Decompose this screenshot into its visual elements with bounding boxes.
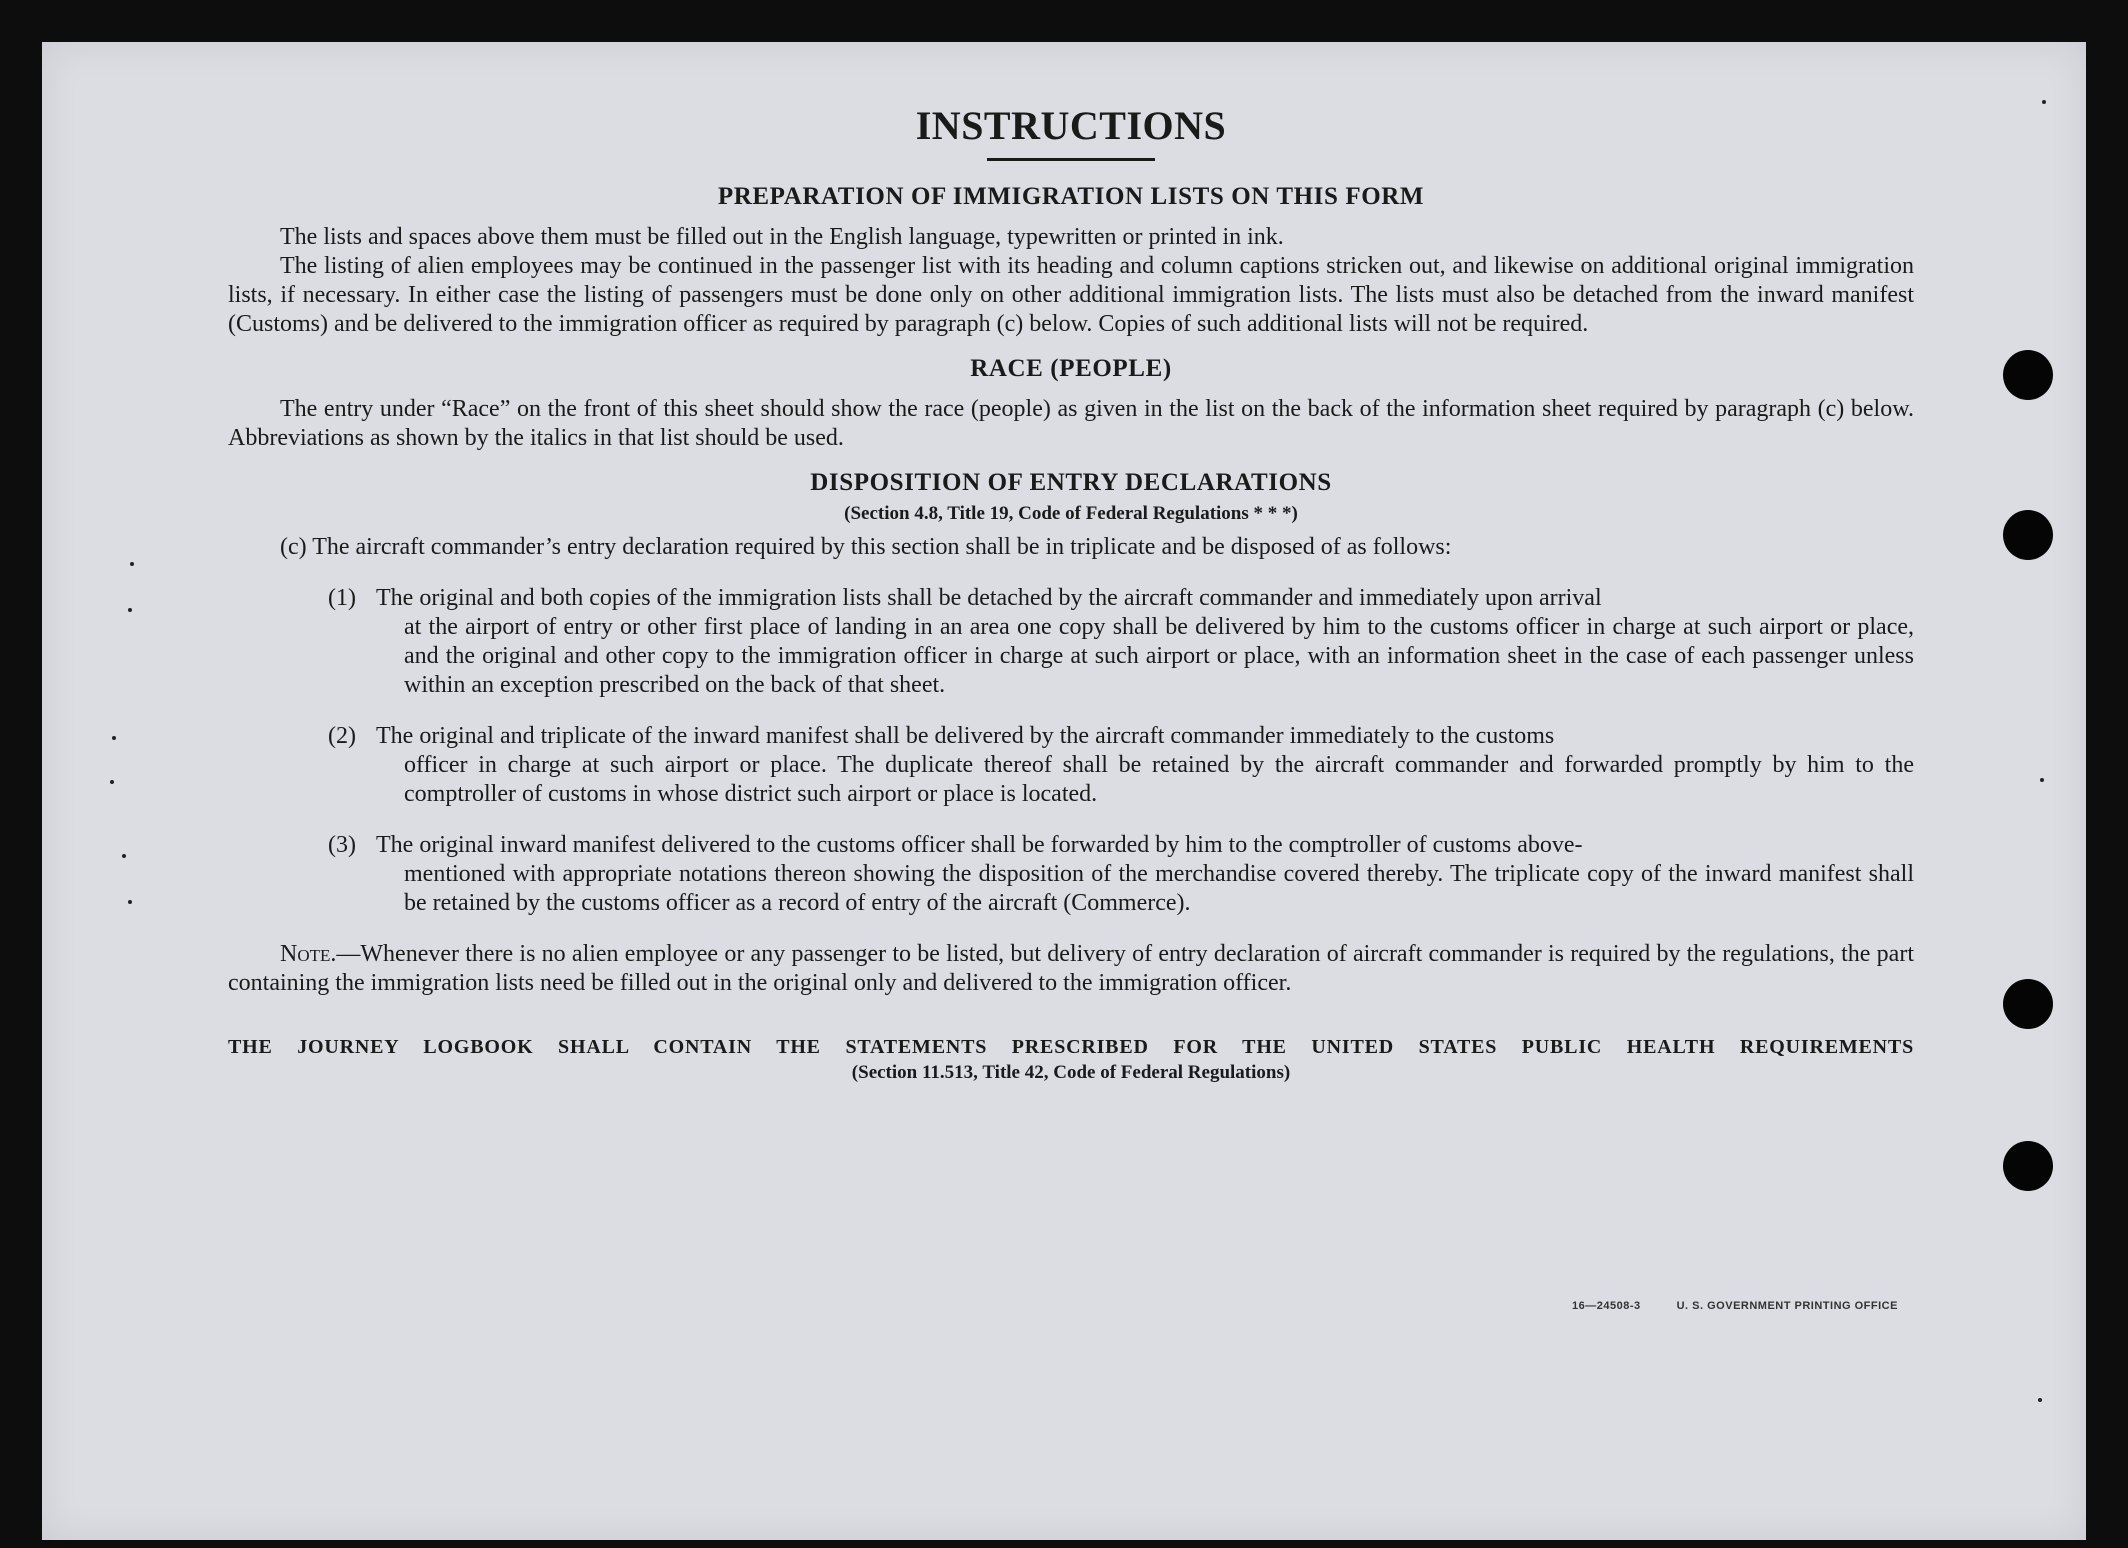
punch-hole [2003, 1141, 2053, 1191]
note-text: —Whenever there is no alien employee or any passenger to be listed, but delivery of entry declaration of aircraft commander is required by the regulations, the part containing the immigration lists need be filled out in the original only and delivered to the immigration officer. [228, 941, 1914, 996]
health-requirements-subline: (Section 11.513, Title 42, Code of Federal Regulations) [851, 1062, 1291, 1083]
health-requirements-line: THE JOURNEY LOGBOOK SHALL CONTAIN THE STATEMENTS PRESCRIBED FOR THE UNITED STATES PUBLIC HEALTH REQUIREMENTS [228, 1036, 1914, 1058]
disposition-heading: DISPOSITION OF ENTRY DECLARATIONS [810, 469, 1332, 496]
clause-text: The aircraft commander’s entry declaration required by this section shall be in triplicate and be disposed of as follows: [312, 534, 1452, 560]
printer-name: U. S. GOVERNMENT PRINTING OFFICE [1676, 1300, 1898, 1312]
clause-c [228, 533, 1914, 562]
item-number: (3) [328, 832, 356, 858]
item-text-first: The original and both copies of the immigration lists shall be detached by the aircraft commander and immediately upon arrival [376, 585, 1602, 611]
speck [110, 780, 114, 784]
clause-label: (c) [280, 534, 307, 560]
item-text-rest: mentioned with appropriate notations thereon showing the disposition of the merchandise covered thereby. The triplicate copy of the inward manifest shall be retained by the customs officer as a record of entry of the aircraft (Commerce). [404, 861, 1914, 916]
immigration-paragraph-1: The lists and spaces above them must be filled out in the English language, typewritten or printed in ink. [280, 224, 1284, 250]
print-code: 16—24508-3 [1572, 1300, 1641, 1312]
item-text-rest: officer in charge at such airport or place. The duplicate thereof shall be retained by the aircraft commander and forwarded promptly by him to the comptroller of customs in whose district such airport or place is located. [404, 752, 1914, 807]
item-number: (1) [328, 585, 356, 611]
note-label: Note. [280, 941, 337, 967]
list-item [228, 722, 1914, 809]
disposition-subheading: (Section 4.8, Title 19, Code of Federal Regulations * * *) [844, 503, 1298, 524]
page-title: INSTRUCTIONS [915, 103, 1227, 148]
item-text-first: The original inward manifest delivered to the customs officer shall be forwarded by him to the comptroller of customs above- [376, 832, 1583, 858]
item-text-first: The original and triplicate of the inward manifest shall be delivered by the aircraft commander immediately to the customs [376, 723, 1555, 749]
punch-hole [2003, 350, 2053, 400]
item-number: (2) [328, 723, 356, 749]
note-paragraph [228, 940, 1914, 998]
list-item [228, 831, 1914, 918]
instructions-content [228, 102, 1914, 1086]
speck [122, 854, 126, 858]
immigration-heading: PREPARATION OF IMMIGRATION LISTS ON THIS FORM [717, 183, 1425, 210]
speck [2040, 778, 2044, 782]
speck [128, 900, 132, 904]
item-text-rest: at the airport of entry or other first place of landing in an area one copy shall be delivered by him to the customs officer in charge at such airport or place, and the original and other copy to the immigration officer in charge at such airport or place, with an information sheet in the case of each passenger unless within an exception prescribed on the back of that sheet. [404, 614, 1914, 698]
speck [128, 608, 132, 612]
speck [2038, 1398, 2042, 1402]
punch-hole [2003, 979, 2053, 1029]
race-paragraph: The entry under “Race” on the front of this sheet should show the race (people) as given in the list on the back of the information sheet required by paragraph (c) below. Abbreviations as shown by the italics in that list should be used. [228, 396, 1914, 451]
speck [112, 736, 116, 740]
immigration-paragraph-2: The listing of alien employees may be continued in the passenger list with its heading and column captions stricken out, and likewise on additional original immigration lists, if necessary. In either case the listing of passengers must be done only on other additional immigration lists. The lists must also be detached from the inward manifest (Customs) and be delivered to the immigration officer as required by paragraph (c) below. Copies of such additional lists will not be required. [228, 253, 1914, 337]
speck [2042, 100, 2046, 104]
list-item [228, 584, 1914, 700]
race-heading: RACE (PEOPLE) [970, 355, 1172, 382]
document-page [42, 42, 2086, 1540]
punch-hole [2003, 510, 2053, 560]
title-underline [987, 158, 1155, 161]
speck [130, 562, 134, 566]
print-info [1572, 1300, 1934, 1312]
